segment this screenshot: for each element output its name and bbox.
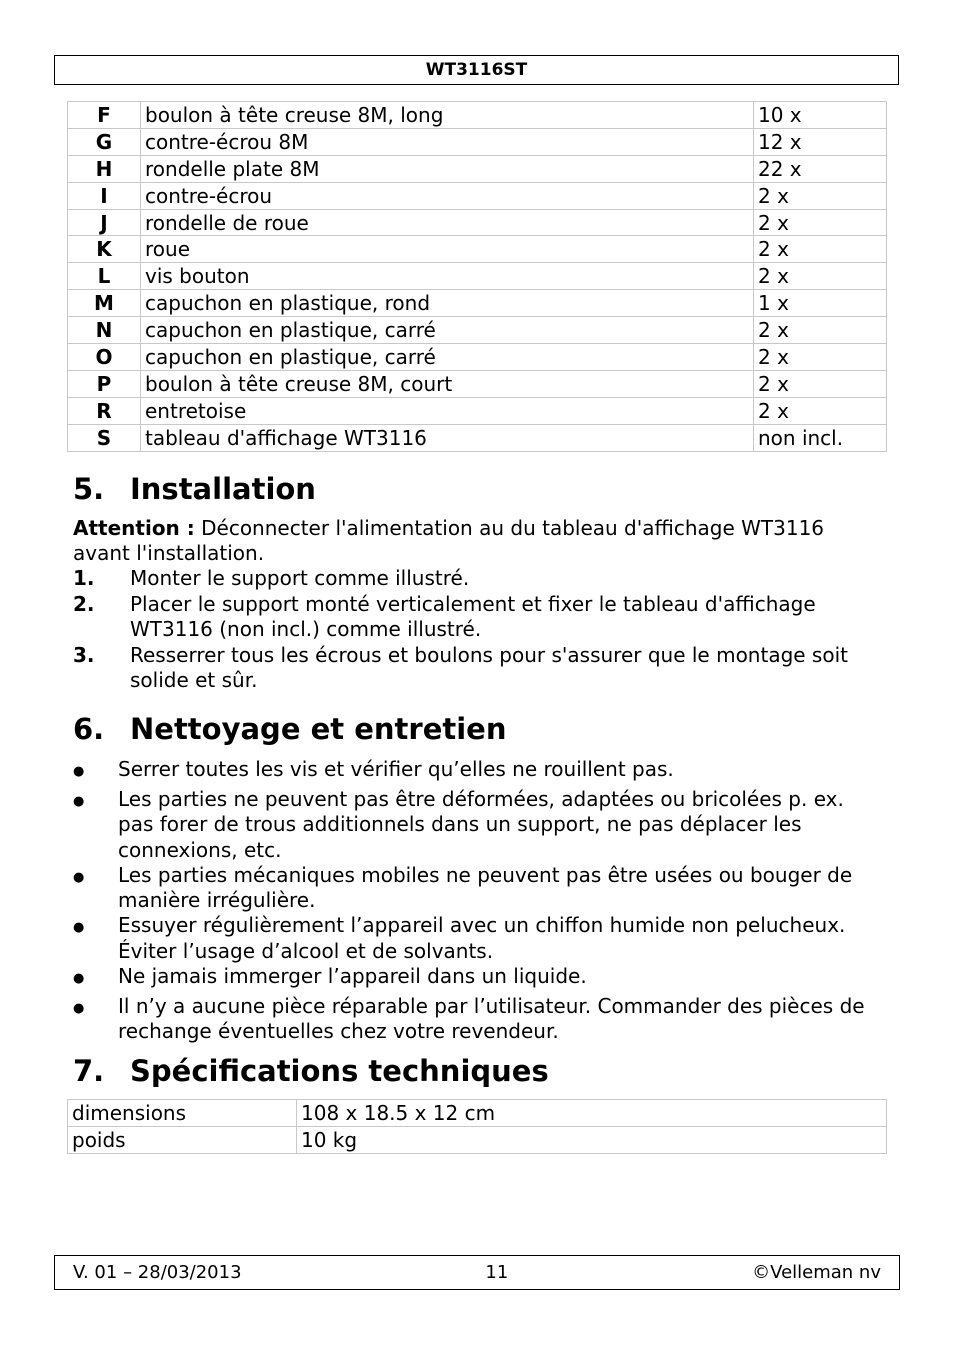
- section-installation-title: [73, 472, 316, 506]
- part-letter: P: [68, 370, 141, 397]
- table-row: [68, 1127, 887, 1154]
- attention-text: Déconnecter l'alimentation au du tableau d'affichage WT3116 avant l'installation.: [73, 516, 825, 565]
- installation-steps: [73, 566, 873, 694]
- list-item: [73, 964, 883, 994]
- part-quantity: non incl.: [754, 424, 887, 451]
- part-description: rondelle de roue: [141, 209, 754, 236]
- table-row: [68, 182, 887, 209]
- part-quantity: 10 x: [754, 102, 887, 129]
- table-row: [68, 128, 887, 155]
- part-letter: M: [68, 290, 141, 317]
- part-description: boulon à tête creuse 8M, court: [141, 370, 754, 397]
- table-row: [68, 424, 887, 451]
- part-description: entretoise: [141, 397, 754, 424]
- part-quantity: 2 x: [754, 236, 887, 263]
- page-footer: [54, 1255, 900, 1290]
- part-quantity: 1 x: [754, 290, 887, 317]
- table-row: [68, 102, 887, 129]
- part-quantity: 12 x: [754, 128, 887, 155]
- section-maintenance-title: [73, 712, 506, 746]
- specs-table-body: [68, 1100, 887, 1154]
- step-text: Monter le support comme illustré.: [130, 566, 470, 590]
- part-letter: R: [68, 397, 141, 424]
- spec-key: poids: [68, 1127, 297, 1154]
- bullet-text: Ne jamais immerger l’appareil dans un liquide.: [118, 964, 587, 989]
- part-description: vis bouton: [141, 263, 754, 290]
- bullet-icon: ●: [73, 971, 85, 987]
- part-letter: I: [68, 182, 141, 209]
- table-row: [68, 1100, 887, 1127]
- list-item: [73, 592, 873, 643]
- part-letter: F: [68, 102, 141, 129]
- bullet-icon: ●: [73, 920, 85, 936]
- table-row: [68, 317, 887, 344]
- footer-version: V. 01 – 28/03/2013: [73, 1262, 242, 1283]
- step-text: Placer le support monté verticalement et fixer le tableau d'affichage WT3116 (non incl.) comme illustré.: [130, 591, 816, 641]
- part-quantity: 2 x: [754, 397, 887, 424]
- part-quantity: 2 x: [754, 182, 887, 209]
- bullet-text: Serrer toutes les vis et vérifier qu’elles ne rouillent pas.: [118, 757, 674, 781]
- section-number: 6.: [73, 712, 105, 746]
- page-header: [54, 55, 899, 85]
- list-item: [73, 757, 883, 787]
- list-item: [73, 863, 883, 914]
- part-letter: H: [68, 155, 141, 182]
- table-row: [68, 344, 887, 371]
- table-row: [68, 236, 887, 263]
- bullet-text: Il n’y a aucune pièce réparable par l’utilisateur. Commander des pièces de rechange éventuelles chez votre revendeur.: [118, 994, 865, 1044]
- step-number: 3.: [73, 642, 95, 667]
- bullet-icon: ●: [73, 869, 85, 885]
- part-letter: S: [68, 424, 141, 451]
- part-description: contre-écrou: [141, 182, 754, 209]
- footer-copyright: ©Velleman nv: [752, 1262, 881, 1283]
- step-text: Resserrer tous les écrous et boulons pour s'assurer que le montage soit solide et sûr.: [130, 642, 848, 692]
- parts-table: [67, 101, 887, 452]
- part-letter: L: [68, 263, 141, 290]
- part-quantity: 2 x: [754, 209, 887, 236]
- list-item: [73, 566, 873, 592]
- list-item: [73, 913, 883, 964]
- section-specs-title: [73, 1054, 549, 1088]
- part-quantity: 2 x: [754, 370, 887, 397]
- part-quantity: 2 x: [754, 344, 887, 371]
- part-description: rondelle plate 8M: [141, 155, 754, 182]
- part-description: tableau d'affichage WT3116: [141, 424, 754, 451]
- table-row: [68, 370, 887, 397]
- part-letter: G: [68, 128, 141, 155]
- bullet-icon: ●: [73, 1001, 85, 1017]
- spec-value: 10 kg: [297, 1127, 887, 1154]
- table-row: [68, 263, 887, 290]
- part-letter: K: [68, 236, 141, 263]
- section-number: 7.: [73, 1054, 105, 1088]
- maintenance-list: [73, 757, 883, 1045]
- section-number: 5.: [73, 472, 105, 506]
- bullet-text: Essuyer régulièrement l’appareil avec un chiffon humide non pelucheux. Éviter l’usage d’alcool et de solvants.: [118, 913, 846, 963]
- section-title-text: Nettoyage et entretien: [130, 712, 507, 746]
- part-description: contre-écrou 8M: [141, 128, 754, 155]
- footer-page-number: 11: [485, 1262, 509, 1283]
- part-quantity: 22 x: [754, 155, 887, 182]
- spec-value: 108 x 18.5 x 12 cm: [297, 1100, 887, 1127]
- section-title-text: Installation: [130, 472, 316, 506]
- specs-table: [67, 1099, 887, 1154]
- part-description: capuchon en plastique, rond: [141, 290, 754, 317]
- list-item: [73, 994, 883, 1045]
- step-number: 1.: [73, 566, 95, 590]
- table-row: [68, 290, 887, 317]
- part-quantity: 2 x: [754, 317, 887, 344]
- attention-paragraph: [73, 516, 873, 566]
- part-description: roue: [141, 236, 754, 263]
- bullet-icon: ●: [73, 794, 85, 809]
- part-description: boulon à tête creuse 8M, long: [141, 102, 754, 129]
- step-number: 2.: [73, 591, 95, 616]
- part-description: capuchon en plastique, carré: [141, 317, 754, 344]
- part-description: capuchon en plastique, carré: [141, 344, 754, 371]
- header-title: WT3116ST: [425, 60, 528, 80]
- table-row: [68, 155, 887, 182]
- bullet-text: Les parties ne peuvent pas être déformées, adaptées ou bricolées p. ex. pas forer de trous additionnels dans un support, ne pas déplacer les connexions, etc.: [118, 787, 844, 862]
- bullet-text: Les parties mécaniques mobiles ne peuvent pas être usées ou bouger de manière irrégulière.: [118, 862, 853, 913]
- attention-label: Attention :: [73, 516, 195, 540]
- part-letter: J: [68, 209, 141, 236]
- bullet-icon: ●: [73, 764, 85, 779]
- spec-key: dimensions: [68, 1100, 297, 1127]
- list-item: [73, 787, 883, 863]
- table-row: [68, 209, 887, 236]
- table-row: [68, 397, 887, 424]
- part-letter: O: [68, 344, 141, 371]
- parts-table-body: [68, 102, 887, 452]
- section-title-text: Spécifications techniques: [130, 1054, 549, 1088]
- part-letter: N: [68, 317, 141, 344]
- list-item: [73, 643, 873, 694]
- part-quantity: 2 x: [754, 263, 887, 290]
